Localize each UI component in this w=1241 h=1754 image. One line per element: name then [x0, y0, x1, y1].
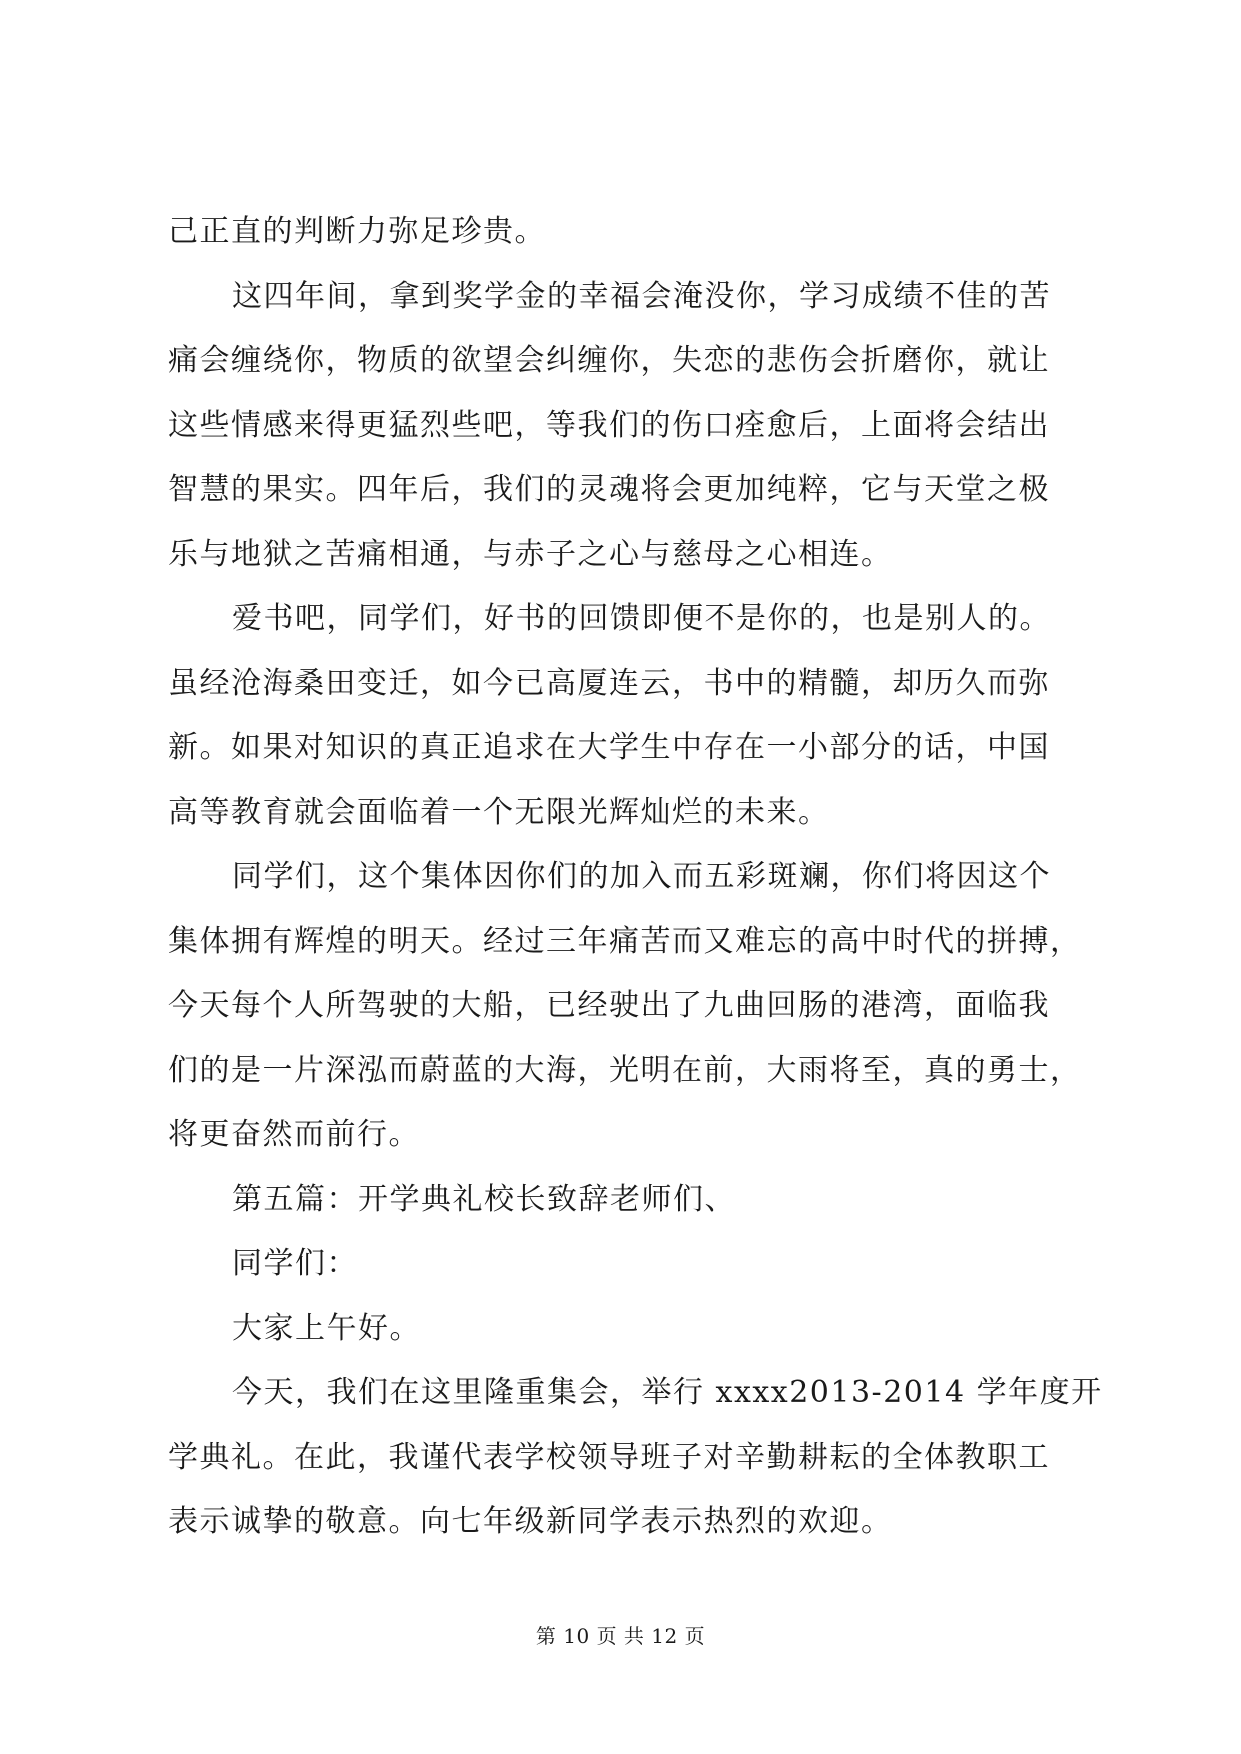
text-line: 今天每个人所驾驶的大船，已经驶出了九曲回肠的港湾，面临我 — [168, 988, 1050, 1023]
text-line: 虽经沧海桑田变迁，如今已高厦连云，书中的精髓，却历久而弥 — [168, 665, 1050, 701]
text-line: 痛会缠绕你，物质的欲望会纠缠你，失恋的悲伤会折磨你，就让 — [168, 343, 1050, 378]
text-line: 这四年间，拿到奖学金的幸福会淹没你，学习成绩不佳的苦 — [232, 278, 1051, 314]
text-line: 今天，我们在这里隆重集会，举行 xxxx2013-2014 学年度开 — [232, 1375, 1103, 1410]
text-line: 智慧的果实。四年后，我们的灵魂将会更加纯粹，它与天堂之极 — [168, 472, 1050, 507]
text-line: 高等教育就会面临着一个无限光辉灿烂的未来。 — [168, 794, 830, 830]
page-number-label: 第 10 页 共 12 页 — [535, 1624, 706, 1648]
text-line: 们的是一片深泓而蔚蓝的大海，光明在前，大雨将至，真的勇士， — [168, 1052, 1082, 1088]
text-line: 乐与地狱之苦痛相通，与赤子之心与慈母之心相连。 — [168, 536, 893, 572]
document-body — [168, 200, 1103, 1555]
text-line: 新。如果对知识的真正追求在大学生中存在一小部分的话，中国 — [168, 730, 1050, 765]
text-line: 己正直的判断力弥足珍贵。 — [168, 214, 546, 249]
section-heading: 第五篇：开学典礼校长致辞老师们、 — [232, 1181, 736, 1217]
text-line: 这些情感来得更猛烈些吧，等我们的伤口痊愈后，上面将会结出 — [168, 407, 1050, 443]
text-line: 表示诚挚的敬意。向七年级新同学表示热烈的欢迎。 — [168, 1504, 893, 1539]
greeting: 大家上午好。 — [232, 1310, 421, 1346]
text-line: 同学们，这个集体因你们的加入而五彩斑斓，你们将因这个 — [232, 859, 1051, 894]
text-line: 爱书吧，同学们，好书的回馈即便不是你的，也是别人的。 — [232, 601, 1051, 636]
salutation: 同学们： — [232, 1246, 358, 1281]
text-line: 集体拥有辉煌的明天。经过三年痛苦而又难忘的高中时代的拼搏， — [168, 923, 1082, 959]
text-line: 学典礼。在此，我谨代表学校领导班子对辛勤耕耘的全体教职工 — [168, 1439, 1050, 1475]
text-line: 将更奋然而前行。 — [168, 1117, 420, 1152]
page-footer — [0, 1620, 1241, 1649]
